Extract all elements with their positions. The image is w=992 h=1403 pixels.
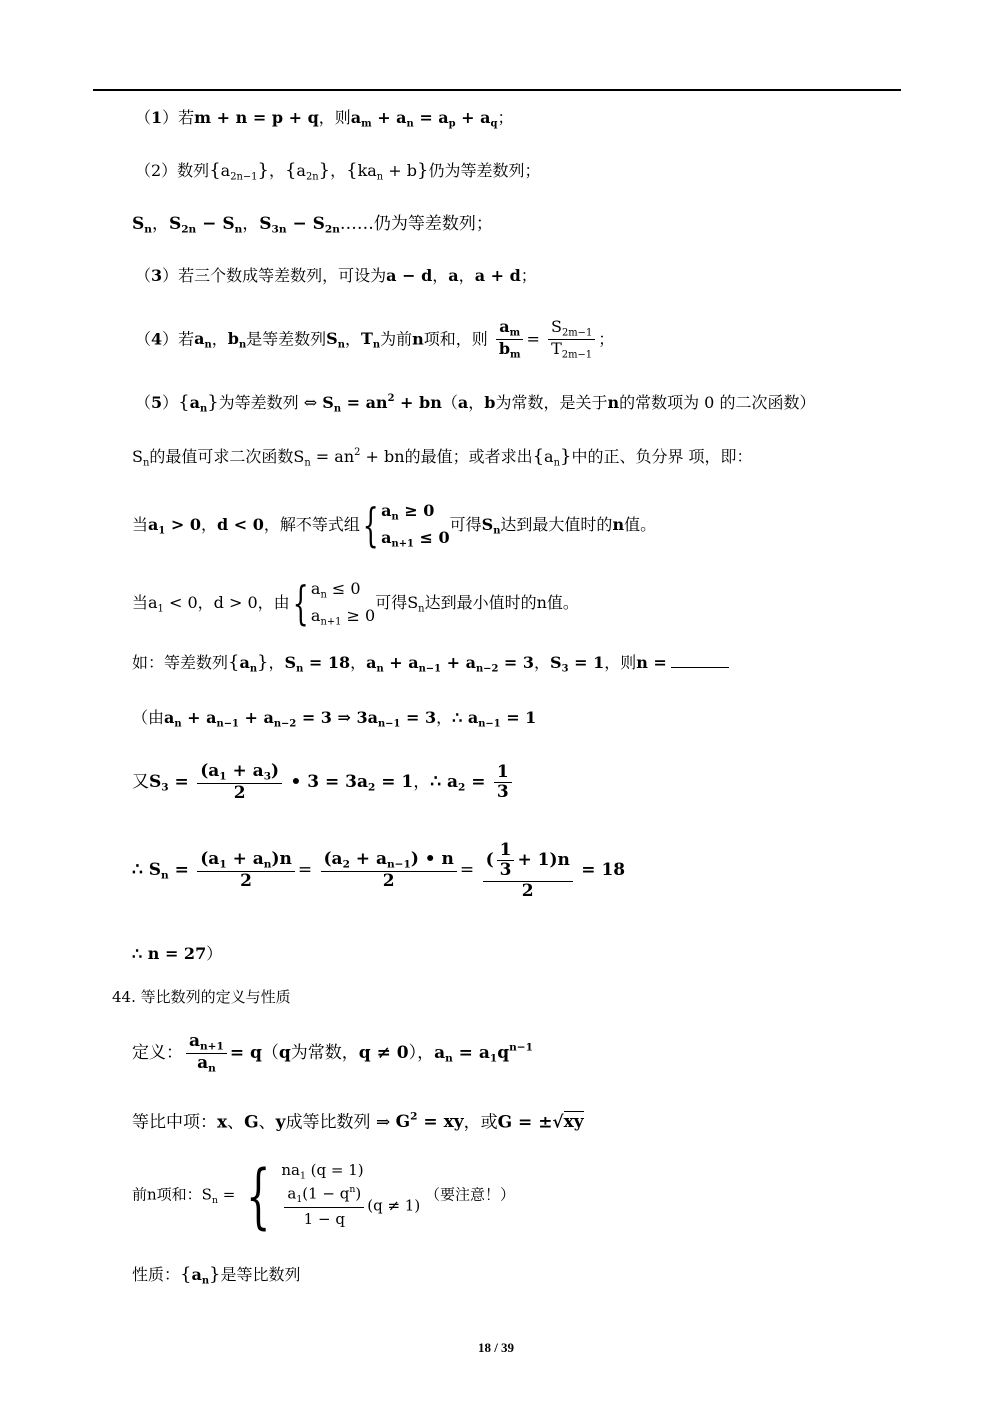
line-12: 又$S_3$ = $\frac{(a_1 + a_3)}{2}$ • $3 = 3a_2 = 1$，∴ $a_2$ = $\frac{1}{3}$ xyxy=(132,762,515,803)
line-4: （3）若三个数成等差数列，可设为a − d，a，a + d； xyxy=(135,266,537,285)
line-17: 等比中项：x、G、y成等比数列 ⇒ $G^2$ = xy，或G = ±√xy xyxy=(132,1111,584,1133)
line-7: $S_n$的最值可求二次函数$S_n = an^2$ + bn的最值；或者求出$\{a_n\}$中的正、负分界 项，即： xyxy=(132,446,753,469)
line-5: （4）若$a_n$，$b_n$是等差数列$S_n$，$T_n$为前n项和，则 $\frac{a_m}{b_m}$ = $\frac{S_{2m-1}}{T_{2m-1}}$ ； xyxy=(135,317,615,361)
line-2: （2）数列$\{a_{2n-1}\}$，$\{a_{2n}\}$，$\{ka_n + b\}$仍为等差数列； xyxy=(135,160,541,183)
line-8: 当$a_1 > 0$，d < 0，解不等式组{ $a_n \ge 0$ $a_{n+1} \le 0$ 可得$S_n$达到最大值时的n值。 xyxy=(132,498,657,553)
line-11: （由$a_n + a_{n-1} + a_{n-2} = 3$ ⇒ $3a_{n-1} = 3$，∴ $a_{n-1} = 1$ xyxy=(132,708,537,730)
answer-blank xyxy=(671,667,729,668)
line-6: $(5)\{a_n\}$为等差数列 ⇔ $S_n = an^2 + bn(a$，b为常数，是关于n的常数项为 0 的二次函数） xyxy=(135,392,816,415)
line-10: 如：等差数列$\{a_n\}$，$S_n = 18$，$a_n + a_{n-1} + a_{n-2} = 3$，$S_3 = 1$，则n = xyxy=(132,654,729,674)
line-19: 性质：$\{a_n\}$是等比数列 xyxy=(132,1264,301,1287)
line-9: 当$a_1 < 0$，d > 0，由{ $a_n \le 0$ $a_{n+1} \ge 0$ 可得$S_n$达到最小值时的n值。 xyxy=(132,576,579,631)
line-18: 前n项和：$S_n$ = { $na_1$ (q = 1) $\frac{a_1(1 - q^n)}{1 - q}$ (q ≠ 1) （要注意！） xyxy=(132,1154,515,1237)
header-rule xyxy=(93,89,901,91)
page-number: 18 / 39 xyxy=(477,1340,515,1355)
line-13: ∴ $S_n$ = $\frac{(a_1 + a_n)n}{2}$ = $\frac{(a_2 + a_{n-1}) • n}{2}$ = ( $\frac{1}{3}$ + 1)n 2 = 18 xyxy=(132,840,626,901)
line-14: ∴ n = 27） xyxy=(132,944,223,963)
section-heading: 44. 等比数列的定义与性质 xyxy=(112,988,291,1006)
line-16: 定义： $\frac{a_{n+1}}{a_n}$ = q（q为常数，q ≠ 0），$a_n = a_1q^{n-1}$ xyxy=(132,1031,533,1075)
line-1: （1）若m + n = p + q，则$a_m + a_n = a_p + a_q$； xyxy=(135,108,514,130)
line-3: $S_n$，$S_{2n} - S_n$，$S_{3n}$ − $S_{2n}\dots\dots$仍为等差数列； xyxy=(132,214,493,236)
